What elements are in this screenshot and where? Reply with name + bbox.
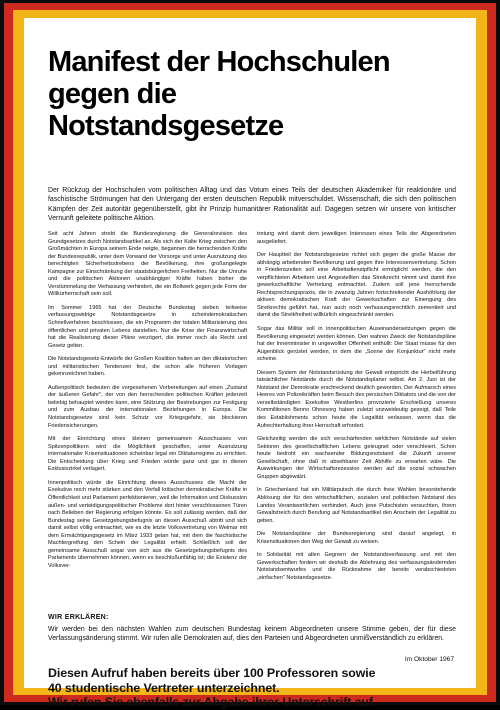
left-paragraph: Mit der Einrichtung eines kleinen gemeinsamen Ausschusses von Spitzenpolitikern wird die Möglichkeit geschaffen, unter Ausnutzung internationaler Krisensituationen scheinbar legal ein Diktaturregime zu errichten. Die Entscheidung über Krieg und Frieden würde ganz und gar in diesen Exklusivzirkel verlagert.	[48, 436, 247, 473]
left-paragraph: Die Notstandsgesetz-Entwürfe der Großen Koalition halten an den diktatorischen und militaristischen Tendenzen fest, die schon alle früheren Vorlagen gekennzeichnet haben.	[48, 356, 247, 378]
right-paragraph: Sogar das Militär soll in innenpolitischen Auseinandersetzungen gegen die Bevölkerung eingesetzt werden können. Den wahren Zweck der Notstandspläne hat der Innenminister in ungewollter Offenheit enthüllt: Der Staat müsse für den Augenblick gerüstet werden, in dem die „Sonne der Konjunktur" nicht mehr scheine.	[257, 326, 456, 363]
left-paragraph: Innenpolitisch würde die Einrichtung dieses Ausschusses die Macht der Exekutive noch mehr stärken und den Verfall kritischer demokratischer Kräfte in Öffentlichkeit und Parlament perfektionieren, weil die Information und Diskussion außen- und verteidigungspolitischer Probleme dort hinter verschlossenen Türen nach Belieben der Regierung erfolgen könnte. Es soll zulässig werden, daß der Bundestag seine Gesetzgebungsbefugnis an diesen Ausschuß abtritt und sich damit selbst völlig entmachtet, wie es die letzte Volksvertretung von Weimar mit dem Ermächtigungsgesetz im März 1933 getan hat, mit dem die faschistische Machtergreifung den Schein der Legalität erhielt. Schließlich soll der gemeinsame Ausschuß sogar von sich aus die Gesetzgebungsbefugnis des Parlaments übernehmen können, wenn es beschlußunfähig ist; die Existenz der Volksver-	[48, 479, 247, 569]
left-paragraph: Im Sommer 1965 hat der Deutsche Bundestag sieben teilweise verfassungswidrige Notstandsgesetze in scheindemokratischen Schnellverfahren beschlossen, die ein Programm der totalen Militarisierung des öffentlichen und privaten Lebens darstellen. Nur die Krise der Finanzwirtschaft hat die Realisierung dieser Pläne verzögert, die immer noch als Recht und Gesetz gelten.	[48, 304, 247, 349]
declaration-label: WIR ERKLÄREN:	[48, 614, 109, 621]
date-line: Im Oktober 1967	[404, 656, 454, 663]
right-paragraph: Der Hauptteil der Notstandsgesetze richtet sich gegen die große Masse der abhängig arbeitenden Bevölkerung und gegen ihre Interessenvertretung. Schon in Friedenszeiten soll eine Arbeitsdienstpflicht ermöglicht werden, die den verpflichteten Arbeitern und Angestellten das Streikrecht nimmt und damit ihre gewerkschaftliche Vertretung entmachtet. Zudem soll jene herrschende Rechtsprechungspraxis, die in zwanzig Jahren fortschreitender Aushöhlung der aktiven demokratischen Kraft der Gewerkschaften zur Einengung des Streikrechts geführt hat, nun auch noch verfassungsrechtlich zementiert und damit die Streikfreiheit willkürlich eingeschränkt werden.	[257, 252, 456, 319]
poster-title	[48, 46, 468, 142]
declaration-text: Wir werden bei den nächsten Wahlen zum deutschen Bundestag keinem Abgeordneten unsere Stimme geben, der für diese Verfassungsänderung stimmt. Wir rufen alle Demokraten auf, dies den Parteien und Abgeordneten unmißverständlich zu erklären.	[48, 626, 456, 643]
title-line-2: gegen die	[48, 78, 177, 110]
right-column	[257, 231, 456, 603]
cta-line-2: 40 studentische Vertreter unterzeichnet.	[48, 680, 280, 695]
left-column	[48, 231, 247, 603]
right-paragraph: Gleichzeitig werden die sich verschärfenden wirklichen Notstände auf vielen Sektoren des gesellschaftlichen Lebens geleugnet oder verschleiert. Schon heute bedroht ein wachsender Bildungsnotstand die Zukunft unserer Gesellschaft, ohne daß in absehbarer Zeit Abhilfe zu erwarten wäre. Die Auswirkungen der Wirtschaftsrezession werden auf die sozial schwachen Gruppen abgewälzt.	[257, 436, 456, 480]
title-line-3: Notstandsgesetze	[48, 110, 284, 142]
right-paragraph: In Griechenland hat ein Militärputsch die durch freie Wahlen bevorstehende Ablösung der für den wirtschaftlichen, sozialen und politischen Notstand des Landes Verantwortlichen verhindert. Auch jene Putschisten versuchten, ihrem Gewaltstreich durch Berufung auf Notstandsartikel den Anschein der Legalität zu geben.	[257, 487, 456, 524]
left-paragraph: Seit acht Jahren strebt die Bundesregierung die Generalrevision des Grundgesetzes durch Notstandsartikel an. Als sich der Kalte Krieg zwischen den Großmächten in Europa seinem Ende neigte, begannen die herrschenden Kräfte der Bundesrepublik, unter dem Vorwand der Vorsorge und unter Ausnutzung des berechtigten Sicherheitsstrebens der Bevölkerung, ihre großangelegte Kampagne zur Einschränkung der staatsbürgerlichen Freiheiten. Nur die Unruhe und die politischen Aktionen unabhängiger Kräfte haben bisher die Verstümmelung der Verfassung verhindert, die ein Bollwerk gegen jede Form der Willkürherrschaft sein soll.	[48, 231, 247, 298]
right-paragraph: In Solidarität mit allen Gegnern der Notstandsverfassung und mit den Gewerkschaften fordern wir deshalb die Ablehnung des verfassungsändernden Notstandsentwurfes und die Rücknahme der bereits verabschiedeten „einfachen" Notstandsgesetze.	[257, 552, 456, 581]
intro-paragraph: Der Rückzug der Hochschulen vom politischen Alltag und das Votum eines Teils der deutschen Akademiker für reaktionäre und faschistische Strömungen hat den Untergang der ersten deutschen Republik mitverschuldet. Wissenschaft, die sich den politischen Kämpfen der Zeit autoritär gegenüberstellt, gibt ihr Prinzip humanitärer Rationalität auf. Dagegen setzen wir unsere von kritischer Vernunft geleitete politische Aktion.	[48, 187, 456, 222]
cta-line-1: Diesen Aufruf haben bereits über 100 Professoren sowie	[48, 666, 376, 680]
right-paragraph: Die Notstandspläne der Bundesregierung sind darauf angelegt, in Krisensituationen den Weg der Gewalt zu weisen.	[257, 531, 456, 545]
left-paragraph: Außenpolitisch bedeuten die vorgesehenen Vorbereitungen auf einen „Zustand der äußeren Gefahr", der von den herrschenden politischen Kräften jederzeit beliebig behauptet werden kann, eine Stützung der Bestrebungen zur Festigung und zum Ausbau der internationalen Beziehungen in Europa. Die Notstandsgesetze sind kein Schutz vor Kriegsgefahr, sie blockieren Friedensicherungen.	[48, 384, 247, 429]
body-columns	[48, 231, 456, 603]
poster-paper	[24, 18, 476, 710]
call-to-action	[48, 666, 458, 710]
right-paragraph: tretung wird damit dem jeweiligen Interessen eines Teils der Abgeordneten ausgeliefert.	[257, 231, 456, 245]
cta-line-3: Wir rufen Sie ebenfalls zur Abgabe ihrer Unterschrift auf.	[48, 695, 377, 710]
title-line-1: Manifest der Hochschulen	[48, 46, 390, 78]
right-paragraph: Diesem System der Notstandsrüstung der Gewalt entspricht die Herbeiführung tatsächlicher Notstände durch die Notstandsplaner selbst. Am 2. Juni ist der Notstand der Demokratie erschreckend deutlich geworden. Der Aufmarsch eines Heeres von Polizeikräften beim Besuch des persischen Diktators und die von der verselbständigten Exekutive Westberlins provozierte Erschießung unseres Kommilitonen Benno Ohnesorg haben zuletzt unzweideutig gezeigt, daß Teile des Establishments schon heute die Legalität verlassen, wenn das die Aufrechterhaltung ihrer Herrschaft erfordert.	[257, 369, 456, 429]
